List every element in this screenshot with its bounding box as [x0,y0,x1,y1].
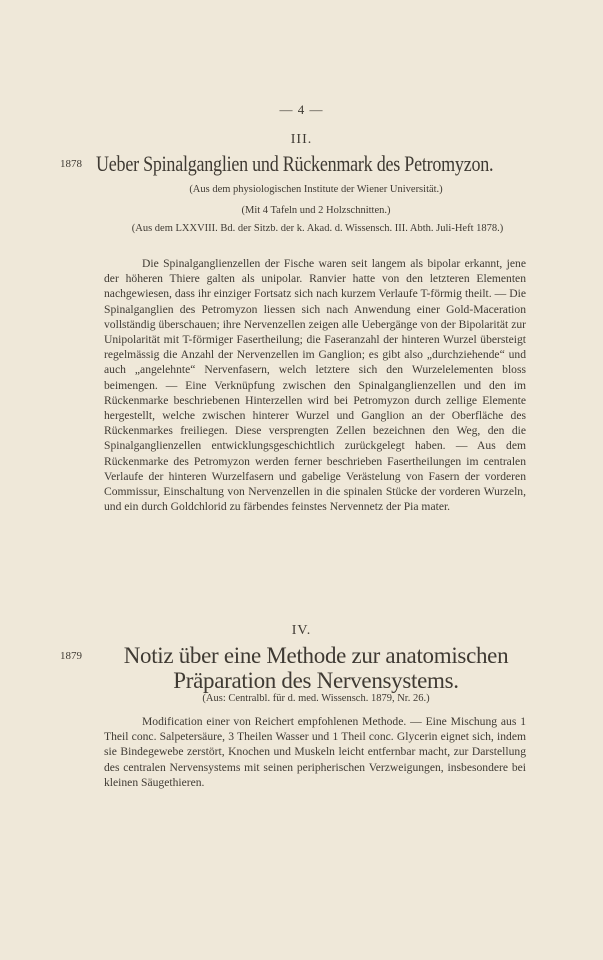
section-meta-line: (Mit 4 Tafeln und 2 Holzschnitten.) [241,205,391,216]
section-title: Ueber Spinalganglien und Rückenmark des Petromyzon. [96,151,494,176]
paragraph: Modification einer von Reichert empfohlenen Methode. — Eine Mischung aus 1 Theil conc. Salpetersäure, 3 Theilen Wasser und 1 Theil conc. Glycerin eignet sich, indem sie Bindegewebe zerstört, Knochen und Muskeln leicht entfernbar macht, zur Darstellung des centralen Nervensystems mit seinen peripherischen Verzweigungen, insbesondere bei kleinen Säugethieren. [104,715,526,789]
page-number: — 4 — [279,102,324,117]
section-year: 1879 [60,650,82,662]
section-title: Notiz über eine Methode zur anatomischen Präparation des Nervensystems. [123,643,509,693]
section-year: 1878 [60,158,82,170]
section-body [104,714,526,790]
section-meta-line: (Aus dem LXXVIII. Bd. der Sitzb. der k. Akad. d. Wissensch. III. Abth. Juli-Heft 1878.) [131,223,504,234]
section-meta-line: (Aus dem physiologischen Institute der Wiener Universität.) [189,184,443,195]
section-meta-line: (Aus: Centralbl. für d. med. Wissensch. 1879, Nr. 26.) [202,693,430,704]
section-number: IV. [291,623,312,638]
paragraph: Die Spinalganglienzellen der Fische waren seit langem als bipolar erkannt, jene der höheren Thiere galten als unipolar. Ranvier hatte von den letzteren Elementen nachgewiesen, dass ihr einziger Fortsatz sich nach kurzem Verlaufe T-förmig theilt. — Die Spinalganglien des Petromyzon liessen sich nach Anwendung einer Gold-Maceration vollständig überschauen; ihre Nervenzellen zeigen alle Uebergänge von der Bipolarität zur Unipolarität mit T-förmiger Fasertheilung; die Faseranzahl der hinteren Wurzel übersteigt regelmässig die Anzahl der Nervenzellen im Ganglion; es gibt also „durchziehende“ und auch „angelehnte“ Nervenfasern, welch letztere sich den Wurzelelementen bloss beimengen. — Eine Verknüpfung zwischen den Spinalganglienzellen und den im Rückenmarke beschriebenen Hinterzellen wird bei Petromyzon durch zellige Elemente hergestellt, welche zwischen hinterer Wurzel und Ganglion an der Oberfläche des Rückenmarkes freiliegen. Diese versprengten Zellen bezeichnen den Weg, den die Spinalganglienzellen entwicklungsgeschichtlich zurückgelegt haben. — Aus dem Rückenmarke des Petromyzon werden ferner beschrieben Fasertheilungen im centralen Verlaufe der hinteren Wurzelfasern und gabelige Verästelung von Fasern der vorderen Commissur, Einschaltung von Nervenzellen in die spinalen Stücke der vorderen Wurzeln, und ein durch Goldchlorid zu färbendes feinstes Nervennetz der Pia mater. [104,257,526,514]
section-number: III. [290,132,313,147]
section-body [104,256,526,514]
